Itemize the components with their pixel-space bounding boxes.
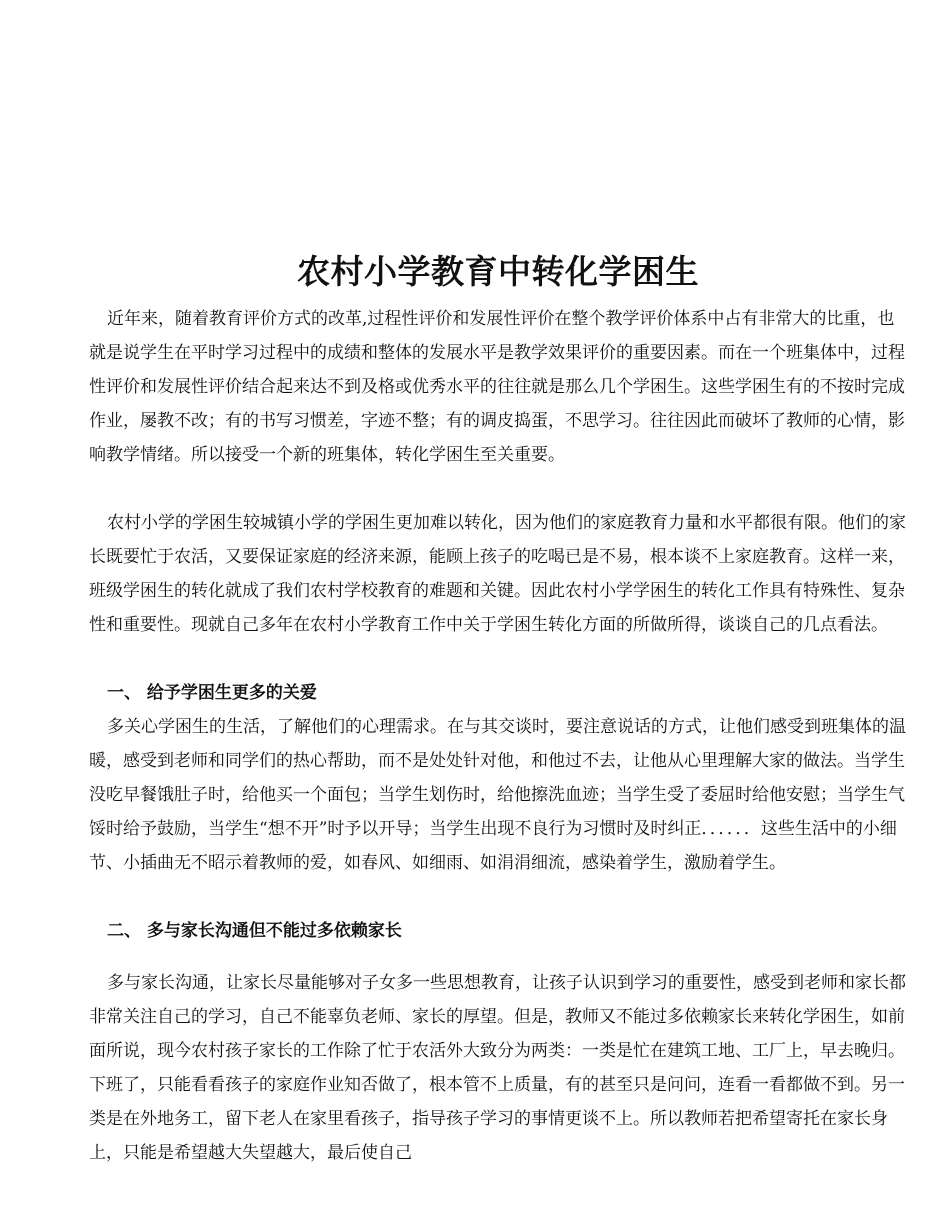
paragraph-intro: 近年来，随着教育评价方式的改革,过程性评价和发展性评价在整个教学评价体系中占有非常大的比重，也就是说学生在平时学习过程中的成绩和整体的发展水平是教学效果评价的重要因素。而在一个班集体中，过程性评价和发展性评价结合起来达不到及格或优秀水平的往往就是那么几个学困生。这些学困生有的不按时完成作业，屡教不改；有的书写习惯差，字迹不整；有的调皮捣蛋，不思学习。往往因此而破坏了教师的心情，影响教学情绪。所以接受一个新的班集体，转化学困生至关重要。: [89, 309, 905, 465]
section-heading-1: 一、 给予学困生更多的关爱: [107, 683, 317, 703]
paragraph-parent-communication: 多与家长沟通，让家长尽量能够对子女多一些思想教育，让孩子认识到学习的重要性，感受到老师和家长都非常关注自己的学习，自己不能辜负老师、家长的厚望。但是，教师又不能过多依赖家长来转化学困生，如前面所说，现今农村孩子家长的工作除了忙于农活外大致分为两类：一类是忙在建筑工地、工厂上，早去晚归。下班了，只能看看孩子的家庭作业知否做了，根本管不上质量，有的甚至只是问问，连看一看都做不到。另一类是在外地务工，留下老人在家里看孩子，指导孩子学习的事情更谈不上。所以教师若把希望寄托在家长身上，只能是希望越大失望越大，最后使自己: [89, 973, 906, 1163]
document-title: 农村小学教育中转化学困生: [297, 252, 699, 291]
paragraph-rural-students: 农村小学的学困生较城镇小学的学困生更加难以转化，因为他们的家庭教育力量和水平都很有限。他们的家长既要忙于农活，又要保证家庭的经济来源，能顾上孩子的吃喝已是不易，根本谈不上家庭教育。这样一来，班级学困生的转化就成了我们农村学校教育的难题和关键。因此农村小学学困生的转化工作具有特殊性、复杂性和重要性。现就自己多年在农村小学教育工作中关于学困生转化方面的所做所得，谈谈自己的几点看法。: [89, 513, 906, 635]
paragraph-care: 多关心学困生的生活，了解他们的心理需求。在与其交谈时，要注意说话的方式，让他们感受到班集体的温暖，感受到老师和同学们的热心帮助，而不是处处针对他，和他过不去，让他从心里理解大家的做法。当学生没吃早餐饿肚子时，给他买一个面包；当学生划伤时，给他擦洗血迹；当学生受了委屈时给他安慰；当学生气馁时给予鼓励，当学生“想不开”时予以开导；当学生出现不良行为习惯时及时纠正．．．．．．这些生活中的小细节、小插曲无不昭示着教师的爱，如春风、如细雨、如涓涓细流，感染着学生，激励着学生。: [89, 717, 906, 873]
section-heading-2: 二、 多与家长沟通但不能过多依赖家长: [107, 921, 402, 941]
